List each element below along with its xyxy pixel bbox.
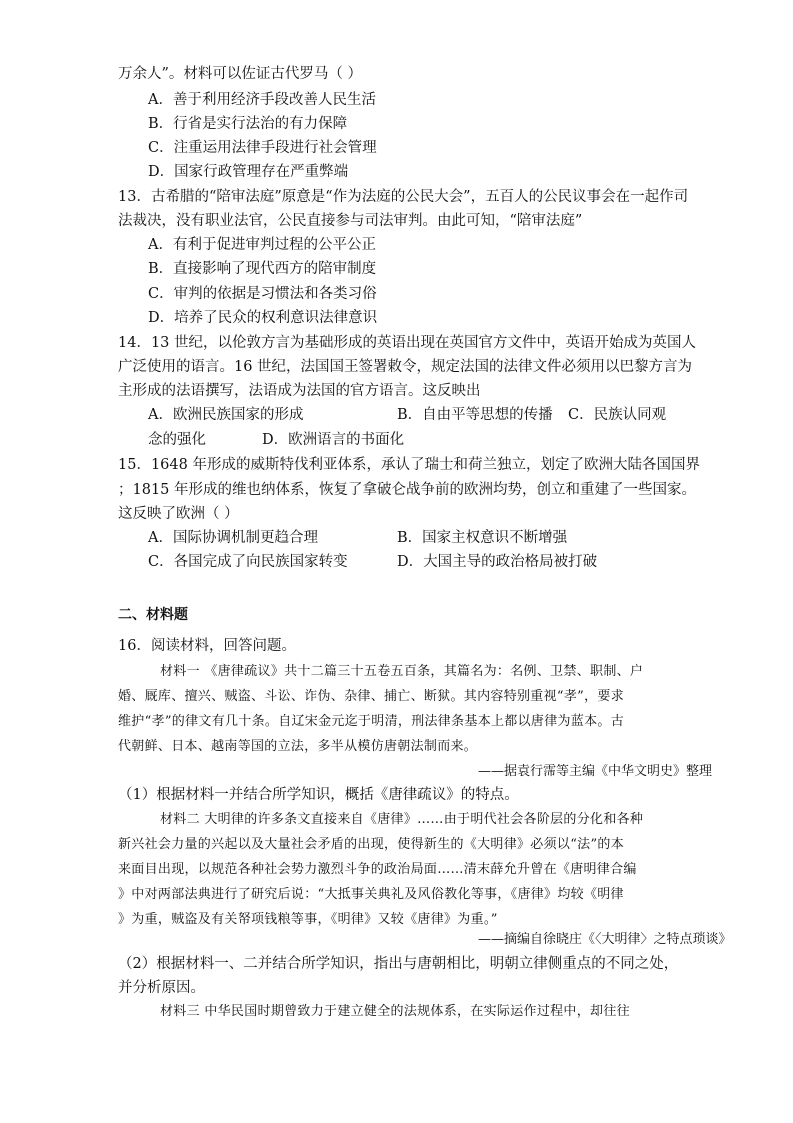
option-d: D．欧洲语言的书面化: [262, 432, 405, 448]
option-c: C．各国完成了向民族国家转变: [148, 554, 348, 570]
option-b: B．自由平等思想的传播: [397, 407, 553, 423]
question-15-cont: ；1815 年形成的维也纳体系，恢复了拿破仑战争前的欧洲均势，创立和重建了一些国家。: [118, 482, 697, 498]
material-1: 材料一 《唐律疏议》共十二篇三十五卷五百条，其篇名为：名例、卫禁、职制、户: [160, 664, 644, 679]
material-1-cont: 婚、厩库、擅兴、贼盗、斗讼、诈伪、杂律、捕亡、断狱。其内容特别重视“孝”，要求: [118, 689, 624, 704]
question-13-cont: 法裁决，没有职业法官，公民直接参与司法审判。由此可知，“陪审法庭”: [118, 213, 583, 229]
option-d: D．国家行政管理存在严重弊端: [148, 164, 349, 180]
material-3: 材料三 中华民国时期曾致力于建立健全的法规体系，在实际运作过程中，却往往: [160, 1004, 630, 1019]
option-d: D．大国主导的政治格局被打破: [397, 554, 598, 570]
option-a: A．国际协调机制更趋合理: [148, 530, 318, 546]
option-a: A．善于利用经济手段改善人民生活: [148, 92, 376, 108]
question-14-cont: 主形成的法语撰写，法语成为法国的官方语言。这反映出: [118, 383, 481, 399]
option-b: B．国家主权意识不断增强: [397, 530, 568, 546]
sub-question-1: （1）根据材料一并结合所学知识，概括《唐律疏议》的特点。: [118, 787, 519, 803]
option-c: C．注重运用法律手段进行社会管理: [148, 140, 377, 156]
option-a: A．有利于促进审判过程的公平公正: [148, 237, 376, 253]
question-15-cont: 这反映了欧洲（ ）: [118, 506, 239, 522]
sub-question-2-cont: 并分析原因。: [118, 980, 205, 996]
material-1-cont: 代朝鲜、日本、越南等国的立法，多半从模仿唐朝法制而来。: [118, 739, 478, 754]
material-1-cont: 维护“孝”的律文有几十条。自辽宋金元迄于明清，刑法律条基本上都以唐律为蓝本。古: [118, 714, 624, 729]
material-2-cont: 》中对两部法典进行了研究后说：“大抵事关典礼及风俗教化等事，《唐律》均较《明律: [118, 887, 624, 902]
material-2-cont: 》为重，贼盗及有关帑项钱粮等事，《明律》又较《唐律》为重。”: [118, 912, 498, 927]
source-1: ——据袁行霈等主编《中华文明史》整理: [478, 764, 713, 779]
material-2: 材料二 大明律的许多条文直接来自《唐律》……由于明代社会各阶层的分化和各种: [160, 812, 644, 827]
option-b: B．直接影响了现代西方的陪审制度: [148, 261, 377, 277]
question-15: 15．1648 年形成的威斯特伐利亚体系，承认了瑞士和荷兰独立，划定了欧洲大陆各国国界: [118, 457, 700, 473]
question-14-cont: 广泛使用的语言。16 世纪，法国国王签署敕令，规定法国的法律文件必须用以巴黎方言为: [118, 359, 693, 375]
option-a: A．欧洲民族国家的形成: [148, 407, 304, 423]
option-b: B．行省是实行法治的有力保障: [148, 116, 348, 132]
question-14: 14．13 世纪，以伦敦方言为基础形成的英语出现在英国官方文件中，英语开始成为英国人: [118, 335, 697, 351]
question-16: 16．阅读材料，回答问题。: [118, 638, 296, 654]
option-c-cont: 念的强化: [148, 432, 206, 448]
question-13: 13．古希腊的“陪审法庭”原意是“作为法庭的公民大会”，五百人的公民议事会在一起作司: [118, 189, 689, 205]
l01: 万余人”。材料可以佐证古代罗马（ ）: [118, 66, 363, 82]
section-heading: 二、材料题: [118, 607, 188, 623]
source-2: ——摘编自徐晓庄《〈大明律〉之特点琐谈》: [478, 932, 732, 947]
option-d: D．培养了民众的权利意识法律意识: [148, 310, 378, 326]
option-c: C．民族认同观: [568, 407, 667, 423]
option-c: C．审判的依据是习惯法和各类习俗: [148, 286, 377, 302]
material-2-cont: 来面目出现，以规范各种社会势力激烈斗争的政治局面……清末薛允升曾在《唐明律合编: [118, 862, 637, 877]
sub-question-2: （2）根据材料一、二并结合所学知识，指出与唐朝相比，明朝立律侧重点的不同之处，: [118, 956, 679, 972]
material-2-cont: 新兴社会力量的兴起以及大量社会矛盾的出现，使得新生的《大明律》必须以“法”的本: [118, 837, 624, 852]
